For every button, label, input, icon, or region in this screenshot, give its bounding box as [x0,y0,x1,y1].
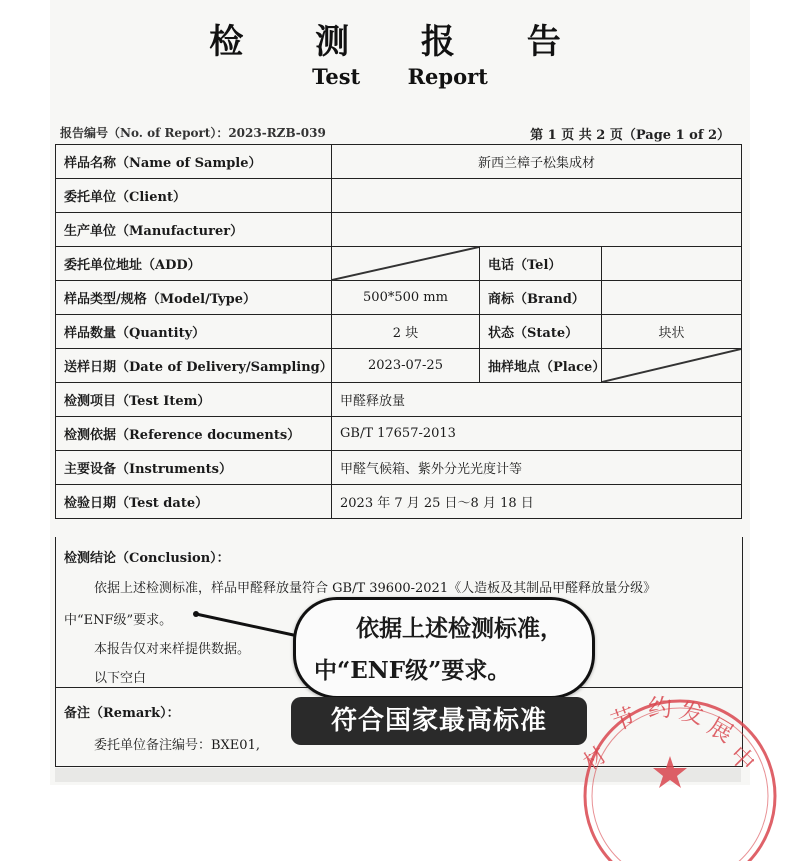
row-label: 送样日期（Date of Delivery/Sampling） [56,349,332,383]
row-value-2 [602,247,742,281]
remarks-heading: 备注（Remark）： [64,706,180,721]
row-label-2: 电话（Tel） [480,247,602,281]
table-row [56,213,742,247]
row-label: 样品数量（Quantity） [56,315,332,349]
row-value-2 [602,281,742,315]
svg-text:中: 中 [723,740,761,778]
row-value: 2 块 [332,315,480,349]
row-value-2: 块状 [602,315,742,349]
table-row [56,315,742,349]
callout-pointer [192,610,302,640]
svg-text:发: 发 [676,696,707,731]
row-value [332,213,742,247]
row-label: 样品名称（Name of Sample） [56,145,332,179]
conclusion-blank-note: 以下空白 [94,671,147,686]
zoom-text-line: 依据上述检测标准， [356,615,563,642]
report-title-cn: 检 测 报 告 [209,22,591,62]
svg-text:材: 材 [579,742,612,776]
table-row [56,417,742,451]
table-row [56,145,742,179]
row-label: 检测依据（Reference documents） [56,417,332,451]
table-row [56,383,742,417]
zoom-text-line: 中“ENF级”要求。 [314,657,511,684]
table-row [56,179,742,213]
row-label: 检验日期（Test date） [56,485,332,519]
conclusion-text: 中“ENF级”要求。 [64,613,173,628]
page-indicator: 第 1 页 共 2 页（Page 1 of 2） [530,128,730,143]
row-value: 甲醛释放量 [332,383,742,417]
empty-slash-cell [332,247,480,281]
conclusion-text: 依据上述检测标准，样品甲醛释放量符合 GB/T 39600-2021《人造板及其制品甲醛释放量分级》 [94,581,657,596]
report-number: 报告编号（No. of Report）：2023-RZB-039 [60,126,326,140]
table-row [56,349,742,383]
red-seal-stamp [570,676,761,786]
row-value: 500*500 mm [332,281,480,315]
row-value: 2023 年 7 月 25 日～8 月 18 日 [332,485,742,519]
row-value [332,179,742,213]
remarks-text: 委托单位备注编号：BXE01, [94,738,260,753]
svg-text:节: 节 [607,702,640,737]
row-label-2: 状态（State） [480,315,602,349]
table-row [56,485,742,519]
row-label: 委托单位地址（ADD） [56,247,332,281]
table-row [56,281,742,315]
svg-text:展: 展 [703,711,738,749]
row-label-2: 抽样地点（Place） [480,349,602,383]
highest-standard-banner: 符合国家最高标准 [291,697,587,745]
slash-line [332,247,479,280]
report-title-en: Test Report [312,64,488,89]
row-value: GB/T 17657-2013 [332,417,742,451]
empty-slash-cell [602,349,742,383]
row-label-2: 商标（Brand） [480,281,602,315]
conclusion-heading: 检测结论（Conclusion）： [64,551,230,566]
sample-info-table [55,144,742,519]
row-label: 委托单位（Client） [56,179,332,213]
row-label: 样品类型/规格（Model/Type） [56,281,332,315]
table-row [56,247,742,281]
row-value: 甲醛气候箱、紫外分光光度计等 [332,451,742,485]
slash-line [602,349,741,382]
row-label: 生产单位（Manufacturer） [56,213,332,247]
table-row [56,451,742,485]
row-value: 新西兰樟子松集成材 [332,145,742,179]
row-label: 主要设备（Instruments） [56,451,332,485]
row-value: 2023-07-25 [332,349,480,383]
zoom-callout [293,597,595,699]
row-label: 检测项目（Test Item） [56,383,332,417]
conclusion-note: 本报告仅对来样提供数据。 [94,642,251,657]
svg-text:约: 约 [648,694,672,722]
